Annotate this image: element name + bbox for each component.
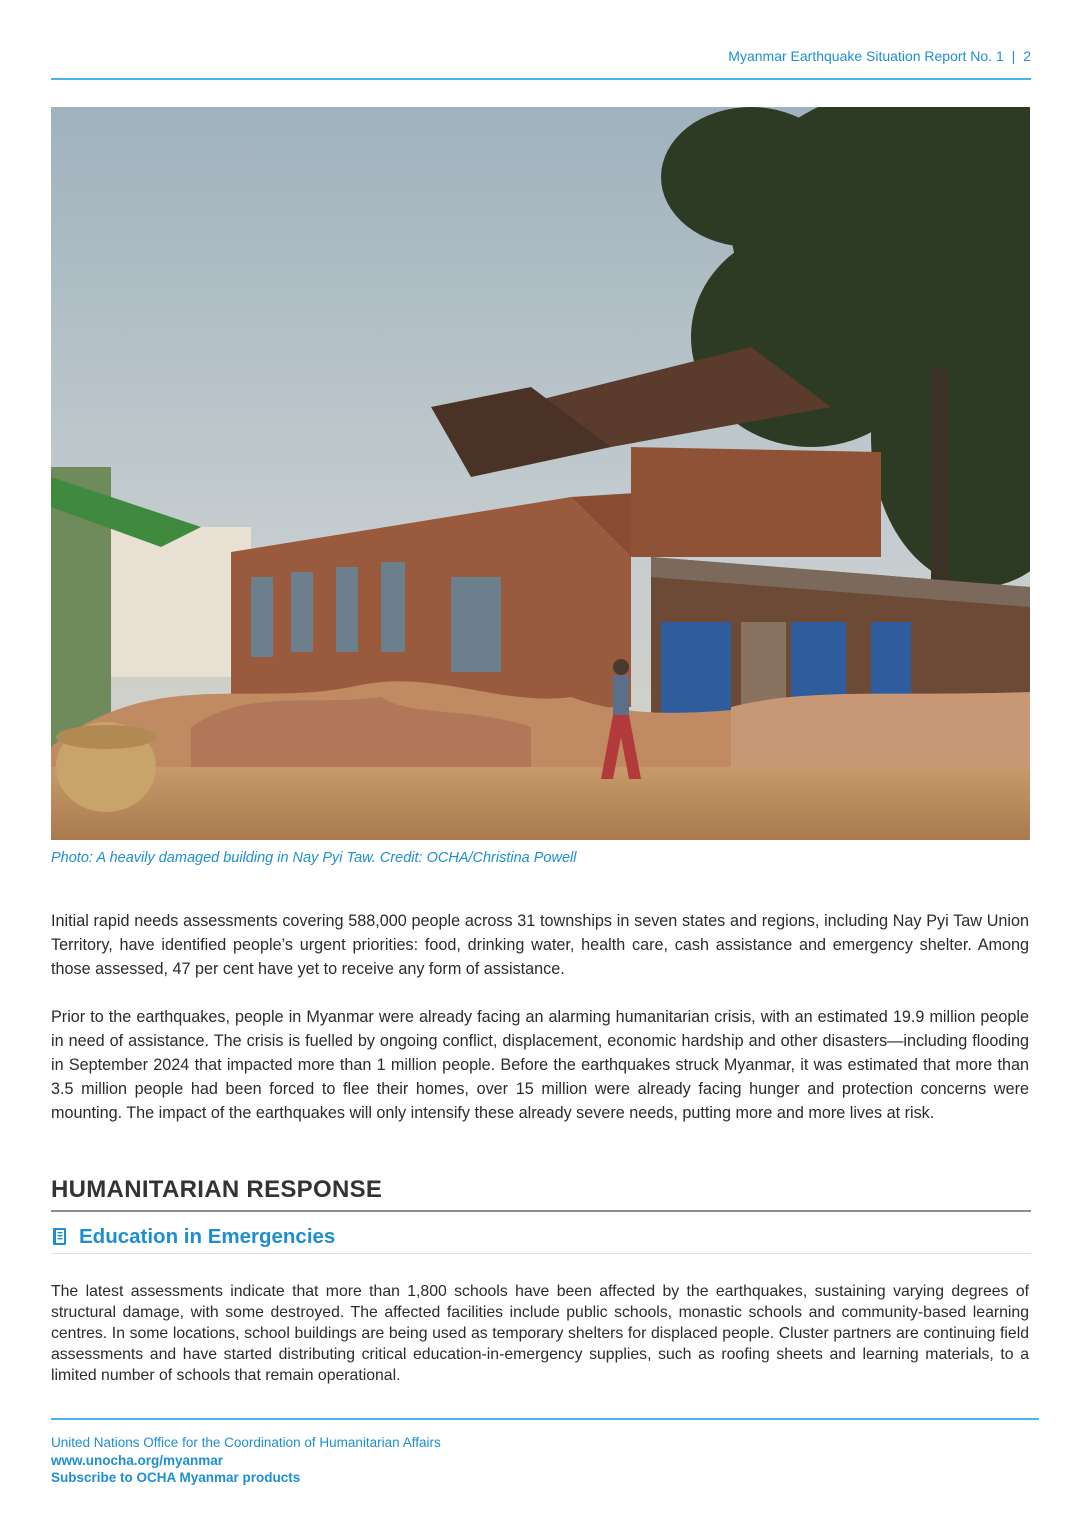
subsection-header [51, 1224, 1031, 1254]
photo-caption: Photo: A heavily damaged building in Nay Pyi Taw. Credit: OCHA/Christina Powell [51, 850, 577, 866]
report-title: Myanmar Earthquake Situation Report No. 1 [728, 48, 1004, 64]
paragraph-needs-assessment: Initial rapid needs assessments covering 588,000 people across 31 townships in seven states and regions, including Nay Pyi Taw Union Territory, have identified people’s urgent priorities: food, drinking water, health care, cash assistance and emergency shelter. Among those assessed, 47 per cent have yet to receive any form of assistance. [51, 912, 1029, 978]
page-footer [51, 1434, 441, 1487]
footer-organization: United Nations Office for the Coordination of Humanitarian Affairs [51, 1435, 441, 1450]
photo-damaged-building [51, 107, 1030, 840]
header-text [728, 48, 1031, 64]
subsection-title: Education in Emergencies [79, 1225, 336, 1248]
footer-website-link[interactable]: www.unocha.org/myanmar [51, 1452, 224, 1468]
section-divider [51, 1210, 1031, 1212]
book-icon [53, 1228, 67, 1246]
page-header [51, 44, 1031, 80]
photo-illustration [51, 107, 1030, 840]
page-number: 2 [1023, 48, 1031, 64]
section-title: HUMANITARIAN RESPONSE [51, 1176, 383, 1203]
footer-subscribe-link[interactable]: Subscribe to OCHA Myanmar products [51, 1470, 301, 1485]
paragraph-prior-crisis: Prior to the earthquakes, people in Myanmar were already facing an alarming humanitarian crisis, with an estimated 19.9 million people in need of assistance. The crisis is fuelled by ongoing conflict, displacement, economic hardship and other disasters—including flooding in September 2024 that impacted more than 1 million people. Before the earthquakes struck Myanmar, it was estimated that more than 3.5 million people had been forced to flee their homes, over 15 million were already facing hunger and protection concerns were mounting. The impact of the earthquakes will only intensify these already severe needs, putting more and more lives at risk. [51, 1008, 1029, 1122]
footer-divider [51, 1418, 1039, 1420]
paragraph-education: The latest assessments indicate that more than 1,800 schools have been affected by the earthquakes, sustaining varying degrees of structural damage, with some destroyed. The affected facilities include public schools, monastic schools and community-based learning centres. In some locations, school buildings are being used as temporary shelters for displaced people. Cluster partners are continuing field assessments and have started distributing critical education-in-emergency supplies, such as roofing sheets and learning materials, to a limited number of schools that remain operational. [51, 1283, 1029, 1384]
header-separator: | [1011, 48, 1016, 64]
